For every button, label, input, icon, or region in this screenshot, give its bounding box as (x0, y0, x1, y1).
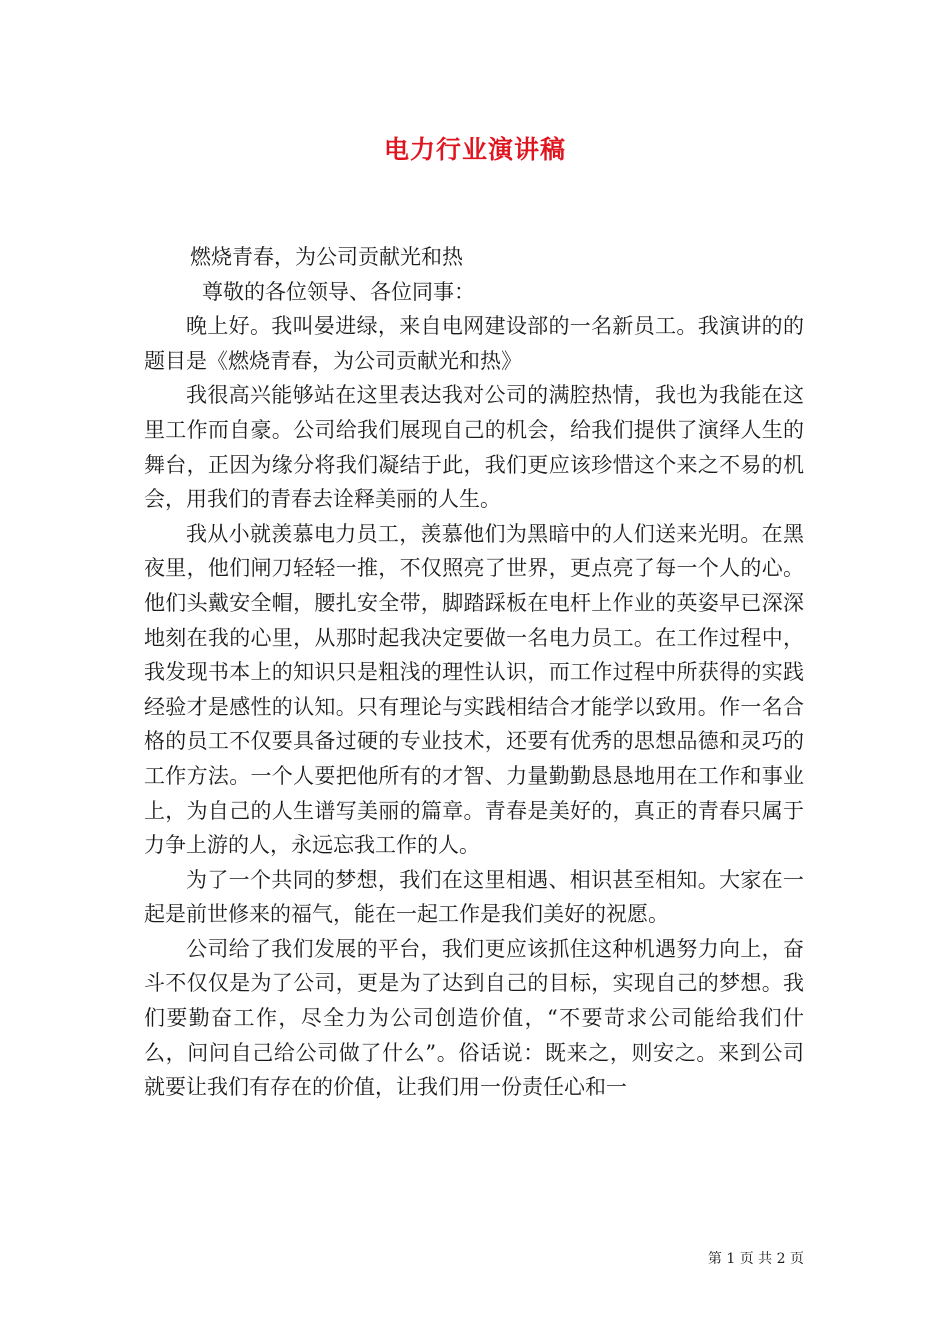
body-paragraph: 晚上好。我叫晏进绿，来自电网建设部的一名新员工。我演讲的的题目是《燃烧青春，为公司贡献光和热》 (144, 314, 804, 373)
body-paragraph: 为了一个共同的梦想，我们在这里相遇、相识甚至相知。大家在一起是前世修来的福气，能在一起工作是我们美好的祝愿。 (144, 867, 804, 927)
document-title: 电力行业演讲稿 (383, 135, 566, 164)
subtitle-paragraph: 燃烧青春，为公司贡献光和热 (190, 245, 463, 269)
body-paragraph: 我很高兴能够站在这里表达我对公司的满腔热情，我也为我能在这里工作而自豪。公司给我们展现自己的机会，给我们提供了演绎人生的舞台，正因为缘分将我们凝结于此，我们更应该珍惜这个来之不易的机会，用我们的青春去诠释美丽的人生。 (144, 383, 804, 512)
salutation-paragraph: 尊敬的各位领导、各位同事： (202, 279, 475, 304)
body-paragraph: 我从小就羡慕电力员工，羡慕他们为黑暗中的人们送来光明。在黑夜里，他们闸刀轻轻一推，不仅照亮了世界，更点亮了每一个人的心。他们头戴安全帽，腰扎安全带，脚踏踩板在电杆上作业的英姿早已深深地刻在我的心里，从那时起我决定要做一名电力员工。在工作过程中，我发现书本上的知识只是粗浅的理性认识，而工作过程中所获得的实践经验才是感性的认知。只有理论与实践相结合才能学以致用。作一名合格的员工不仅要具备过硬的专业技术，还要有优秀的思想品德和灵巧的工作方法。一个人要把他所有的才智、力量勤勤恳恳地用在工作和事业上，为自己的人生谱写美丽的篇章。青春是美好的，真正的青春只属于力争上游的人，永远忘我工作的人。 (144, 521, 804, 858)
document-body (144, 240, 804, 1105)
body-paragraph: 公司给了我们发展的平台，我们更应该抓住这种机遇努力向上，奋斗不仅仅是为了公司，更是为了达到自己的目标，实现自己的梦想。我们要勤奋工作，尽全力为公司创造价值，“不要苛求公司能给我们什么，问问自己给公司做了什么”。俗话说：既来之，则安之。来到公司就要让我们有存在的价值，让我们用一份责任心和一 (144, 936, 804, 1100)
page-number: 第 1 页 共 2 页 (707, 1251, 804, 1267)
